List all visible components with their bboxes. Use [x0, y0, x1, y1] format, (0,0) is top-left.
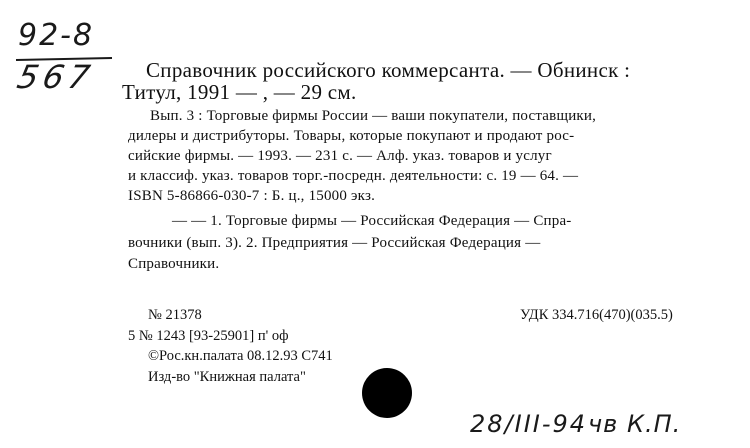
copyright-line: ©Рос.кн.палата 08.12.93 С741	[148, 348, 333, 364]
title-line-2: Титул, 1991 — , — 29 см.	[122, 80, 357, 104]
card-number-line: 5 № 1243 [93-25901] п' оф	[128, 328, 289, 344]
record-number: № 21378	[148, 307, 202, 323]
description-line: сийские фирмы. — 1993. — 231 с. — Алф. указ. товаров и услуг	[128, 148, 552, 164]
title-line-1: Справочник российского коммерсанта. — Обнинск :	[146, 58, 631, 82]
description-line: ISBN 5-86866-030-7 : Б. ц., 15000 экз.	[128, 188, 376, 204]
udk-code: УДК 334.716(470)(035.5)	[520, 307, 673, 323]
description-line: и классиф. указ. товаров торг.-посредн. деятельности: с. 19 — 64. —	[128, 168, 579, 184]
description-line: Вып. 3 : Торговые фирмы России — ваши покупатели, поставщики,	[150, 108, 597, 124]
shelf-mark-top: 92-8	[18, 18, 95, 53]
handwritten-initials: чв К.П.	[588, 410, 682, 438]
subject-line: Справочники.	[128, 256, 220, 272]
handwritten-date-note: 28/III-94	[470, 410, 588, 438]
subject-line: — — 1. Торговые фирмы — Российская Федерация — Спра-	[172, 213, 572, 229]
card-punch-hole	[362, 368, 412, 418]
description-line: дилеры и дистрибуторы. Товары, которые покупают и продают рос-	[128, 128, 575, 144]
shelf-mark-bottom: 567	[13, 58, 99, 96]
publisher-line: Изд-во "Книжная палата"	[148, 369, 306, 385]
subject-line: вочники (вып. 3). 2. Предприятия — Российская Федерация —	[128, 235, 541, 251]
